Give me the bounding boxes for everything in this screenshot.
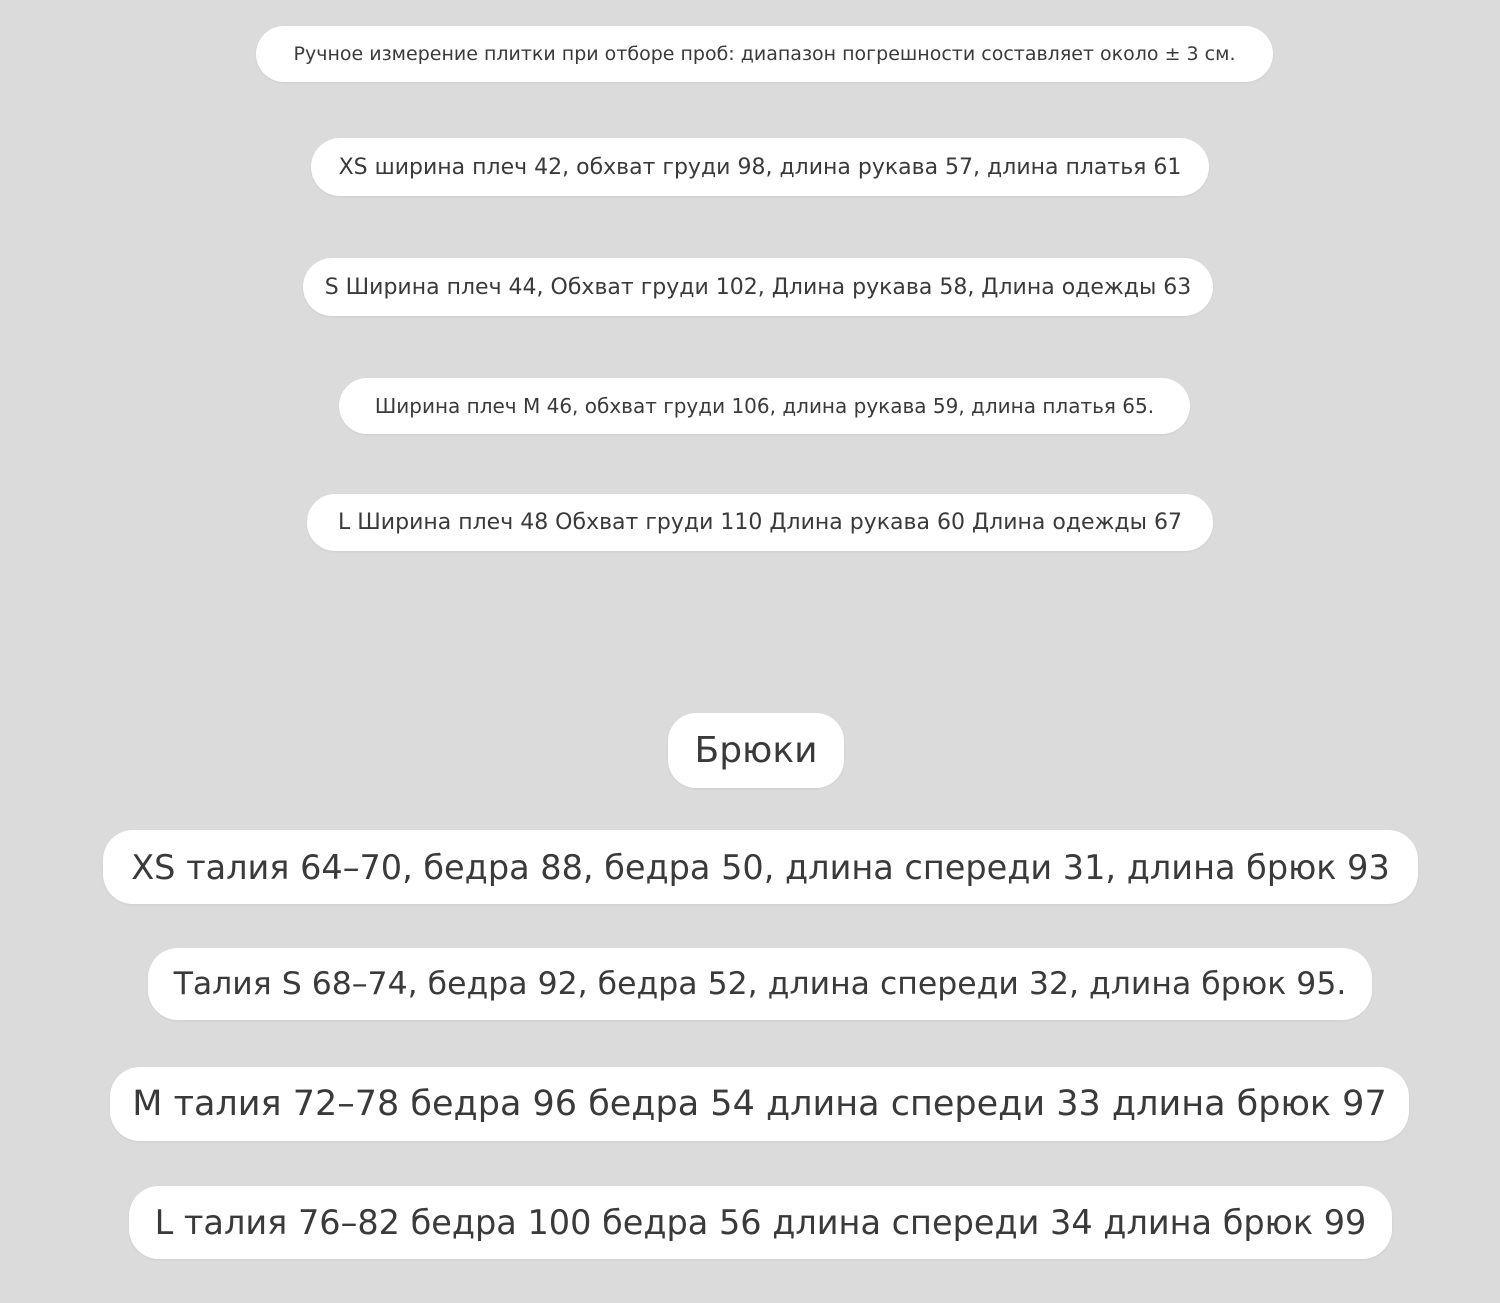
measurement-note-text: Ручное измерение плитки при отборе проб: диапазон погрешности составляет около ± 3 см.	[293, 43, 1236, 65]
pants-title	[668, 713, 844, 788]
top-size-m	[339, 378, 1190, 434]
top-size-l-text: L Ширина плеч 48 Обхват груди 110 Длина рукава 60 Длина одежды 67	[338, 510, 1182, 535]
pants-size-xs	[103, 830, 1418, 904]
pants-size-m	[110, 1067, 1409, 1141]
pants-size-s	[148, 948, 1372, 1020]
pants-size-m-text: M талия 72–78 бедра 96 бедра 54 длина спереди 33 длина брюк 97	[132, 1084, 1387, 1124]
top-size-xs-text: XS ширина плеч 42, обхват груди 98, длина рукава 57, длина платья 61	[338, 154, 1182, 180]
pants-size-s-text: Талия S 68–74, бедра 92, бедра 52, длина спереди 32, длина брюк 95.	[173, 966, 1347, 1002]
pants-size-xs-text: XS талия 64–70, бедра 88, бедра 50, длина спереди 31, длина брюк 93	[131, 847, 1390, 887]
pants-size-l-text: L талия 76–82 бедра 100 бедра 56 длина спереди 34 длина брюк 99	[154, 1203, 1367, 1242]
pants-title-text: Брюки	[694, 730, 818, 771]
top-size-m-text: Ширина плеч M 46, обхват груди 106, длина рукава 59, длина платья 65.	[374, 394, 1155, 418]
top-size-l	[307, 494, 1213, 551]
measurement-note	[256, 26, 1273, 82]
pants-size-l	[129, 1186, 1392, 1259]
top-size-s-text: S Ширина плеч 44, Обхват груди 102, Длина рукава 58, Длина одежды 63	[324, 274, 1192, 300]
top-size-xs	[311, 138, 1209, 196]
top-size-s	[303, 258, 1213, 316]
